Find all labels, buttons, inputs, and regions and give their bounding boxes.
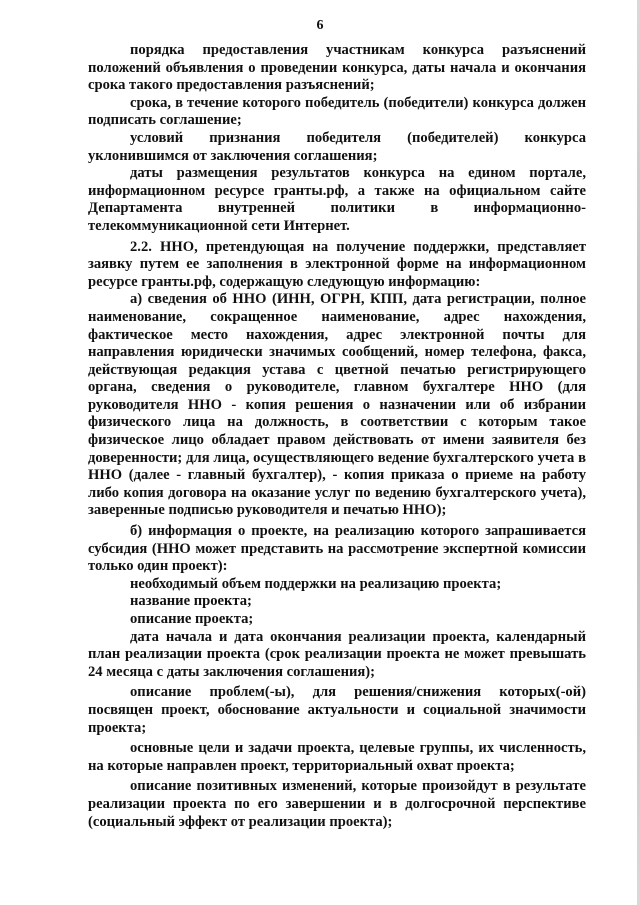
paragraph: 2.2. ННО, претендующая на получение поддержки, представляет заявку путем ее заполнения в электронной форме на информационном ресурсе гранты.рф, содержащую следующую информацию: [88, 238, 586, 290]
paragraph: срока, в течение которого победитель (победители) конкурса должен подписать соглашение; [88, 94, 586, 129]
paragraph: основные цели и задачи проекта, целевые группы, их численность, на которые направлен проект, территориальный охват проекта; [88, 740, 586, 774]
paragraph: условий признания победителя (победителей) конкурса уклонившимся от заключения соглашения; [88, 129, 586, 164]
paragraph: а) сведения об ННО (ИНН, ОГРН, КПП, дата регистрации, полное наименование, сокращенное наименование, адрес нахождения, фактическое место нахождения, адрес электронной почты для направления юридически значимых сообщений, номер телефона, факса, действующая редакция устава с цветной печатью регистрирующего органа, сведения о руководителе, главном бухгалтере ННО (для руководителя ННО - копия решения о назначении или об избрании физического лица на должность, в соответствии с которым такое физическое лицо обладает правом действовать от имени заявителя без доверенности; для лица, осуществляющего ведение бухгалтерского учета в ННО (далее - главный бухгалтер), - копия приказа о приеме на работу либо копия договора на оказание услуг по ведению бухгалтерского учета), заверенные подписью руководителя и печатью ННО); [88, 291, 586, 519]
paragraph: описание проблем(-ы), для решения/снижения которых(-ой) посвящен проект, обоснование актуальности и социальной значимости проекта; [88, 684, 586, 736]
paragraph: описание позитивных изменений, которые произойдут в результате реализации проекта по его завершении и в долгосрочной перспективе (социальный эффект от реализации проекта); [88, 778, 586, 830]
paragraph: дата начала и дата окончания реализации проекта, календарный план реализации проекта (срок реализации проекта не может превышать 24 месяца с даты заключения соглашения); [88, 628, 586, 680]
document-body [88, 42, 586, 831]
paragraph: б) информация о проекте, на реализацию которого запрашивается субсидия (ННО может представить на рассмотрение экспертной комиссии только один проект): [88, 523, 586, 575]
paragraph: порядка предоставления участникам конкурса разъяснений положений объявления о проведении конкурса, даты начала и окончания срока такого предоставления разъяснений; [88, 42, 586, 94]
page-number: 6 [316, 18, 324, 33]
paragraph: описание проекта; [130, 611, 254, 627]
paragraph: даты размещения результатов конкурса на едином портале, информационном ресурсе гранты.рф, а также на официальном сайте Департамента внутренней политики в информационно-телекоммуникационной сети Интернет. [88, 165, 586, 234]
paragraph: необходимый объем поддержки на реализацию проекта; [130, 575, 502, 592]
paragraph: название проекта; [130, 593, 252, 610]
